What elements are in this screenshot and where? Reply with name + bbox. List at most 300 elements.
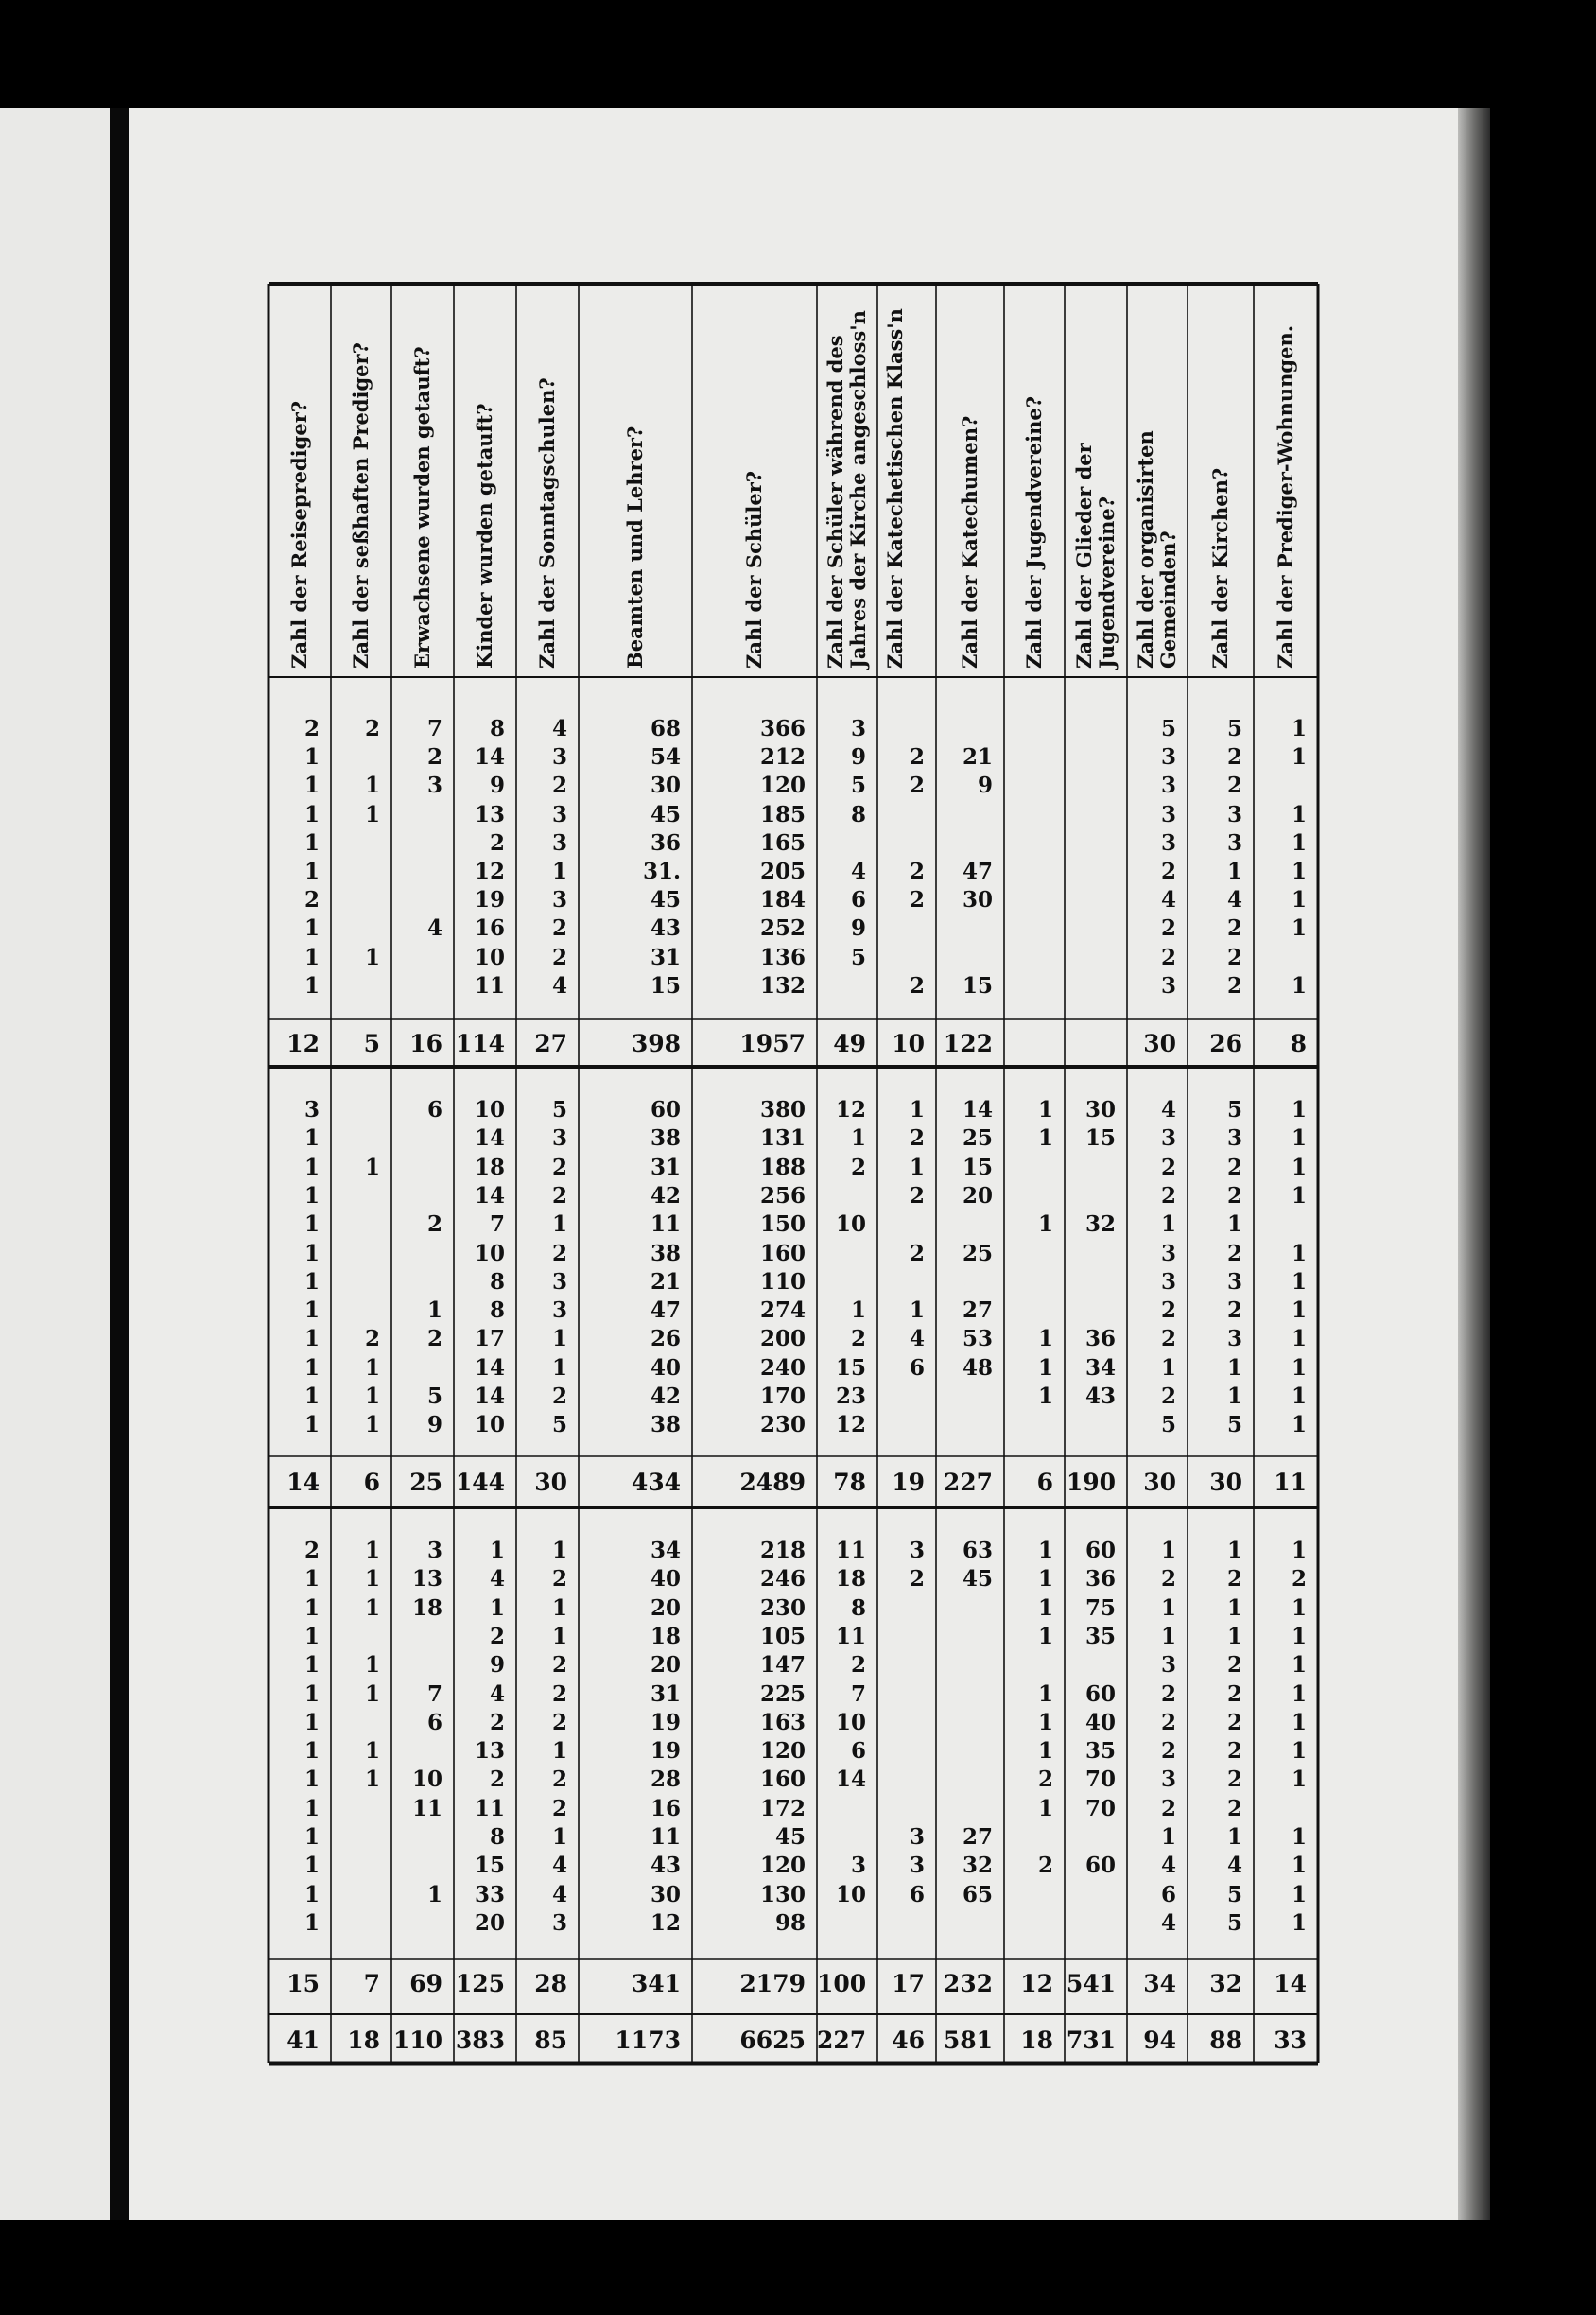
table-cell: 3 (1226, 1125, 1242, 1152)
total-cell: 30 (534, 1469, 567, 1496)
table-cell: 2 (1226, 915, 1242, 942)
table-cell: 10 (474, 1412, 505, 1438)
table-cell: 4 (1160, 1853, 1176, 1879)
table-cell: 35 (1084, 1623, 1116, 1649)
table-cell: 4 (850, 859, 866, 884)
table-cell: 1 (1037, 1594, 1053, 1621)
table-cell: 28 (650, 1767, 681, 1793)
total-cell: 398 (631, 1030, 681, 1057)
table-cell: 1 (551, 1738, 567, 1765)
table-cell: 8 (489, 1268, 505, 1295)
table-cell: 2 (551, 1795, 567, 1821)
table-cell: 1 (551, 859, 567, 884)
table-cell: 2 (1226, 744, 1242, 771)
table-cell: 2 (909, 744, 925, 771)
table-cell: 3 (1160, 801, 1176, 827)
table-cell: 1 (364, 1767, 380, 1793)
table-cell: 15 (1084, 1125, 1116, 1152)
table-cell: 3 (1160, 773, 1176, 799)
total-cell: 190 (1066, 1469, 1116, 1496)
table-cell: 1 (1291, 1125, 1307, 1152)
table-cell: 68 (650, 716, 681, 741)
total-cell: 12 (286, 1030, 320, 1057)
table-cell: 2 (489, 1767, 505, 1793)
table-cell: 2 (551, 1384, 567, 1409)
table-cell: 1 (909, 1097, 925, 1123)
table-cell: 3 (850, 716, 866, 741)
table-cell: 1 (1160, 1824, 1176, 1850)
total-cell: 227 (943, 1469, 993, 1496)
table-cell: 3 (551, 887, 567, 914)
table-cell: 1 (304, 744, 320, 771)
table-cell: 1 (1226, 859, 1242, 884)
table-cell: 14 (474, 744, 505, 771)
column-header-text: Zahl der Kirchen? (1208, 467, 1232, 669)
table-cell: 4 (551, 716, 567, 741)
table-cell: 1 (1037, 1680, 1053, 1707)
table-cell: 1 (304, 1853, 320, 1879)
table-cell: 1 (1037, 1354, 1053, 1381)
table-cell: 38 (650, 1240, 681, 1266)
table-cell: 2 (1226, 1297, 1242, 1324)
table-cell: 9 (977, 773, 993, 799)
table-cell: 256 (759, 1182, 806, 1209)
table-cell: 1 (1160, 1211, 1176, 1238)
table-cell: 2 (1160, 1154, 1176, 1180)
table-cell: 1 (304, 859, 320, 884)
table-cell: 1 (426, 1297, 442, 1324)
table-cell: 2 (364, 716, 380, 741)
table-cell: 1 (1226, 1354, 1242, 1381)
table-cell: 120 (759, 773, 806, 799)
table-cell: 3 (1160, 744, 1176, 771)
table-cell: 2 (1160, 1182, 1176, 1209)
table-cell: 16 (650, 1795, 681, 1821)
column-header (1004, 286, 1065, 673)
total-cell: 434 (631, 1469, 681, 1496)
table-cell: 11 (650, 1824, 681, 1850)
table-cell: 1 (304, 915, 320, 942)
table-cell: 4 (489, 1566, 505, 1593)
table-cell: 23 (835, 1384, 866, 1409)
table-cell: 2 (1160, 944, 1176, 970)
table-cell: 1 (304, 1909, 320, 1936)
table-cell: 1 (1291, 972, 1307, 999)
table-cell: 60 (1084, 1680, 1116, 1707)
table-cell: 14 (835, 1767, 866, 1793)
table-cell: 2 (551, 915, 567, 942)
total-cell: 30 (1143, 1469, 1176, 1496)
table-cell: 1 (1291, 1154, 1307, 1180)
table-cell: 3 (551, 744, 567, 771)
table-cell: 2 (909, 1182, 925, 1209)
table-cell: 1 (1291, 859, 1307, 884)
table-cell: 19 (650, 1709, 681, 1735)
column-header (1127, 286, 1188, 673)
column-header-text: Zahl der Schüler während des Jahres der Kirche angeschloss'n (824, 310, 870, 669)
table-cell: 11 (650, 1211, 681, 1238)
column-header-text: Zahl der Schüler? (742, 470, 766, 669)
table-cell: 31. (642, 859, 681, 884)
table-cell: 6 (909, 1881, 925, 1907)
table-cell: 1 (304, 1125, 320, 1152)
table-cell: 3 (551, 801, 567, 827)
table-cell: 10 (474, 1240, 505, 1266)
table-cell: 3 (551, 1297, 567, 1324)
table-cell: 1 (304, 1881, 320, 1907)
table-cell: 19 (474, 887, 505, 914)
table-cell: 1 (551, 1211, 567, 1238)
column-header (269, 286, 331, 673)
table-cell: 136 (759, 944, 806, 970)
table-cell: 2 (489, 1709, 505, 1735)
table-cell: 2 (909, 887, 925, 914)
table-cell: 9 (426, 1412, 442, 1438)
table-cell: 40 (650, 1566, 681, 1593)
table-cell: 1 (1291, 1538, 1307, 1563)
table-cell: 2 (1226, 1240, 1242, 1266)
table-cell: 1 (364, 1154, 380, 1180)
table-cell: 2 (1160, 1566, 1176, 1593)
table-cell: 14 (474, 1384, 505, 1409)
table-cell: 2 (1160, 1795, 1176, 1821)
table-cell: 2 (850, 1652, 866, 1679)
table-cell: 1 (364, 801, 380, 827)
table-cell: 8 (489, 1297, 505, 1324)
table-cell: 2 (1160, 859, 1176, 884)
table-cell: 1 (1226, 1594, 1242, 1621)
table-cell: 2 (850, 1326, 866, 1352)
table-cell: 47 (650, 1297, 681, 1324)
total-cell: 32 (1209, 1970, 1242, 1997)
table-cell: 8 (850, 1594, 866, 1621)
table-cell: 1 (909, 1154, 925, 1180)
total-cell: 6 (363, 1469, 380, 1496)
total-cell: 26 (1209, 1030, 1242, 1057)
total-cell: 14 (286, 1469, 320, 1496)
table-cell: 1 (1037, 1326, 1053, 1352)
table-cell: 120 (759, 1853, 806, 1879)
table-cell: 1 (1226, 1824, 1242, 1850)
table-cell: 2 (551, 1652, 567, 1679)
table-cell: 1 (1291, 1326, 1307, 1352)
table-cell: 1 (364, 1566, 380, 1593)
table-cell: 2 (551, 1240, 567, 1266)
table-cell: 32 (962, 1853, 993, 1879)
total-cell: 18 (347, 2027, 380, 2054)
total-cell: 94 (1143, 2027, 1176, 2054)
table-cell: 34 (1084, 1354, 1116, 1381)
table-cell: 4 (489, 1680, 505, 1707)
table-cell: 19 (650, 1738, 681, 1765)
table-cell: 2 (1226, 773, 1242, 799)
table-cell: 14 (962, 1097, 993, 1123)
table-cell: 1 (1160, 1623, 1176, 1649)
table-cell: 1 (364, 1412, 380, 1438)
table-cell: 5 (1226, 716, 1242, 741)
total-cell: 581 (943, 2027, 993, 2054)
table-cell: 10 (835, 1211, 866, 1238)
table-cell: 1 (551, 1623, 567, 1649)
table-cell: 43 (650, 915, 681, 942)
table-cell: 1 (364, 1538, 380, 1563)
table-cell: 1 (1037, 1097, 1053, 1123)
table-cell: 3 (909, 1824, 925, 1850)
column-header-text: Zahl der Sonntagschulen? (535, 377, 559, 669)
table-cell: 20 (474, 1909, 505, 1936)
total-cell: 34 (1143, 1970, 1176, 1997)
table-cell: 6 (1160, 1881, 1176, 1907)
table-cell: 13 (474, 1738, 505, 1765)
table-cell: 130 (759, 1881, 806, 1907)
table-cell: 20 (962, 1182, 993, 1209)
table-cell: 53 (962, 1326, 993, 1352)
table-cell: 60 (1084, 1538, 1116, 1563)
table-cell: 120 (759, 1738, 806, 1765)
table-cell: 1 (364, 1384, 380, 1409)
table-cell: 5 (1160, 1412, 1176, 1438)
table-cell: 2 (1226, 1709, 1242, 1735)
table-cell: 1 (1037, 1623, 1053, 1649)
table-cell: 1 (304, 1824, 320, 1850)
table-cell: 5 (1160, 716, 1176, 741)
column-header (877, 286, 936, 673)
table-cell: 1 (551, 1326, 567, 1352)
table-cell: 30 (962, 887, 993, 914)
table-cell: 1 (1291, 1824, 1307, 1850)
table-cell: 11 (474, 1795, 505, 1821)
table-cell: 380 (759, 1097, 806, 1123)
table-cell: 15 (650, 972, 681, 999)
table-cell: 9 (850, 915, 866, 942)
table-cell: 60 (650, 1097, 681, 1123)
table-cell: 5 (850, 944, 866, 970)
table-cell: 5 (551, 1412, 567, 1438)
total-cell: 88 (1209, 2027, 1242, 2054)
table-cell: 1 (1291, 1594, 1307, 1621)
table-cell: 15 (962, 1154, 993, 1180)
table-cell: 17 (474, 1326, 505, 1352)
table-cell: 2 (489, 829, 505, 856)
table-cell: 1 (1160, 1538, 1176, 1563)
table-cell: 35 (1084, 1738, 1116, 1765)
table-cell: 1 (304, 1623, 320, 1649)
table-cell: 2 (551, 944, 567, 970)
table-cell: 11 (835, 1623, 866, 1649)
table-cell: 1 (1037, 1738, 1053, 1765)
table-cell: 240 (759, 1354, 806, 1381)
table-cell: 3 (1160, 1268, 1176, 1295)
table-cell: 4 (551, 972, 567, 999)
total-cell: 16 (409, 1030, 442, 1057)
table-cell: 1 (364, 1738, 380, 1765)
table-cell: 131 (759, 1125, 806, 1152)
table-cell: 1 (364, 1354, 380, 1381)
table-cell: 12 (835, 1412, 866, 1438)
table-cell: 150 (759, 1211, 806, 1238)
table-cell: 1 (304, 1154, 320, 1180)
table-cell: 1 (1291, 1909, 1307, 1936)
table-cell: 8 (489, 716, 505, 741)
column-header (331, 286, 391, 673)
table-cell: 33 (474, 1881, 505, 1907)
table-cell: 18 (835, 1566, 866, 1593)
table-cell: 60 (1084, 1853, 1116, 1879)
table-cell: 1 (1291, 1623, 1307, 1649)
column-header-text: Zahl der Katechumen? (958, 415, 981, 669)
table-cell: 1 (1291, 1384, 1307, 1409)
table-cell: 31 (650, 944, 681, 970)
table-cell: 2 (364, 1326, 380, 1352)
table-cell: 18 (650, 1623, 681, 1649)
table-cell: 3 (909, 1853, 925, 1879)
table-cell: 2 (1226, 944, 1242, 970)
column-header (454, 286, 516, 673)
table-cell: 75 (1084, 1594, 1116, 1621)
table-cell: 14 (474, 1125, 505, 1152)
table-cell: 1 (304, 1767, 320, 1793)
table-cell: 1 (304, 1566, 320, 1593)
table-cell: 1 (304, 1240, 320, 1266)
table-cell: 3 (1226, 1268, 1242, 1295)
table-cell: 230 (759, 1594, 806, 1621)
table-cell: 3 (1226, 829, 1242, 856)
table-cell: 31 (650, 1154, 681, 1180)
table-cell: 1 (304, 1297, 320, 1324)
table-cell: 170 (759, 1384, 806, 1409)
table-cell: 1 (364, 1680, 380, 1707)
table-cell: 4 (1160, 1097, 1176, 1123)
table-cell: 3 (551, 1268, 567, 1295)
column-header (692, 286, 817, 673)
table-cell: 1 (1291, 887, 1307, 914)
table-cell: 11 (474, 972, 505, 999)
table-cell: 42 (650, 1182, 681, 1209)
table-cell: 1 (1226, 1384, 1242, 1409)
table-cell: 15 (962, 972, 993, 999)
table-cell: 15 (835, 1354, 866, 1381)
table-cell: 188 (759, 1154, 806, 1180)
table-cell: 7 (426, 716, 442, 741)
total-cell: 100 (817, 1970, 867, 1997)
table-cell: 6 (850, 887, 866, 914)
table-cell: 2 (1160, 1297, 1176, 1324)
table-cell: 27 (962, 1297, 993, 1324)
table-cell: 1 (1291, 1652, 1307, 1679)
total-cell: 122 (943, 1030, 993, 1057)
table-cell: 32 (1084, 1211, 1116, 1238)
table-cell: 1 (551, 1354, 567, 1381)
table-cell: 185 (759, 801, 806, 827)
table-cell: 366 (759, 716, 806, 741)
total-cell: 33 (1274, 2027, 1307, 2054)
column-header-text: Zahl der Katechetischen Klass'n (883, 308, 907, 669)
table-cell: 1 (1291, 1412, 1307, 1438)
total-cell: 46 (892, 2027, 925, 2054)
table-cell: 2 (551, 1182, 567, 1209)
table-cell: 1 (489, 1538, 505, 1563)
table-cell: 10 (835, 1881, 866, 1907)
table-cell: 63 (962, 1538, 993, 1563)
table-cell: 12 (650, 1909, 681, 1936)
table-cell: 1 (1226, 1538, 1242, 1563)
total-cell: 125 (455, 1970, 505, 1997)
table-cell: 252 (759, 915, 806, 942)
table-cell: 11 (411, 1795, 442, 1821)
table-cell: 1 (1226, 1623, 1242, 1649)
table-cell: 38 (650, 1125, 681, 1152)
table-cell: 2 (1160, 1680, 1176, 1707)
table-cell: 4 (1160, 887, 1176, 914)
column-header-text: Zahl der Glieder der Jugendvereine? (1072, 443, 1119, 669)
table-cell: 212 (759, 744, 806, 771)
table-cell: 1 (304, 773, 320, 799)
table-cell: 1 (850, 1297, 866, 1324)
table-cell: 15 (474, 1853, 505, 1879)
table-cell: 1 (364, 1594, 380, 1621)
table-cell: 3 (551, 1125, 567, 1152)
table-cell: 42 (650, 1384, 681, 1409)
column-header-text: Zahl der organisirten Gemeinden? (1134, 430, 1180, 669)
total-cell: 85 (534, 2027, 567, 2054)
table-cell: 1 (1160, 1594, 1176, 1621)
table-cell: 1 (1037, 1538, 1053, 1563)
table-cell: 20 (650, 1594, 681, 1621)
table-cell: 70 (1084, 1795, 1116, 1821)
table-cell: 3 (1226, 1326, 1242, 1352)
column-header-text: Kinder wurden getauft? (473, 403, 496, 669)
table-cell: 163 (759, 1709, 806, 1735)
table-cell: 2 (551, 1709, 567, 1735)
table-cell: 3 (1160, 1767, 1176, 1793)
column-header-text: Beamten und Lehrer? (623, 426, 647, 669)
column-header-text: Zahl der Prediger-Wohnungen. (1274, 324, 1297, 669)
table-cell: 1 (850, 1125, 866, 1152)
table-cell: 8 (850, 801, 866, 827)
table-cell: 1 (1291, 1240, 1307, 1266)
table-cell: 1 (1291, 801, 1307, 827)
table-cell: 3 (909, 1538, 925, 1563)
total-cell: 41 (286, 2027, 320, 2054)
table-cell: 10 (835, 1709, 866, 1735)
table-cell: 3 (426, 1538, 442, 1563)
table-cell: 5 (551, 1097, 567, 1123)
table-cell: 21 (962, 744, 993, 771)
table-cell: 12 (835, 1097, 866, 1123)
table-cell: 1 (1291, 1354, 1307, 1381)
total-cell: 11 (1274, 1469, 1307, 1496)
column-header-text: Zahl der Jugendvereine? (1022, 395, 1046, 669)
table-cell: 3 (551, 829, 567, 856)
table-cell: 36 (1084, 1566, 1116, 1593)
table-cell: 1 (1291, 1680, 1307, 1707)
table-cell: 54 (650, 744, 681, 771)
total-cell: 78 (833, 1469, 866, 1496)
total-cell: 15 (286, 1970, 320, 1997)
table-cell: 30 (650, 1881, 681, 1907)
table-cell: 10 (474, 944, 505, 970)
table-cell: 36 (650, 829, 681, 856)
table-cell: 2 (1226, 1795, 1242, 1821)
total-cell: 2489 (739, 1469, 806, 1496)
total-cell: 1173 (615, 2027, 681, 2054)
table-cell: 1 (1037, 1125, 1053, 1152)
column-header (817, 286, 877, 673)
total-cell: 28 (534, 1970, 567, 1997)
table-cell: 1 (304, 1211, 320, 1238)
table-cell: 13 (411, 1566, 442, 1593)
table-cell: 3 (1160, 1240, 1176, 1266)
